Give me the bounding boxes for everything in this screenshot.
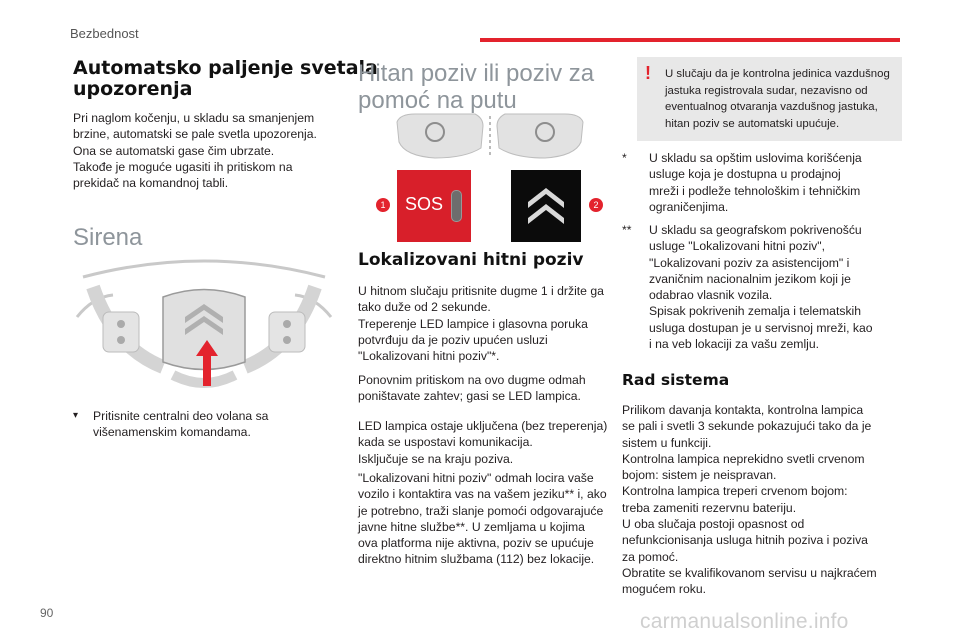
heading-line: Hitan poziv ili poziv za (358, 60, 595, 87)
footnote-mark: * (622, 151, 627, 165)
text-line: nefunkcionisanja usluga hitnih poziva i poziva (622, 533, 868, 548)
text-line: Pritisnite centralni deo volana sa (93, 409, 269, 423)
text-line: Takođe je moguće ugasiti ih pritiskom na (73, 159, 293, 174)
text-line: "Lokalizovani poziv za asistencijom" i (649, 255, 850, 270)
text-line: U skladu sa opštim uslovima korišćenja (649, 151, 862, 165)
text-line: zvaničnim nacionalnim jezikom koji je (649, 271, 851, 286)
text-line: usluge koja je dostupna u prodajnoj (649, 167, 841, 182)
section-header: Bezbednost (70, 26, 139, 41)
footnote-2 (622, 222, 902, 352)
text-line: ova platforma nije aktivna, poziv se upućuje (358, 536, 594, 551)
assistance-button[interactable] (511, 170, 581, 242)
text-line: Ponovnim pritiskom na ovo dugme odmah (358, 373, 586, 387)
callout-1: 1 (376, 198, 390, 212)
text-line: Prilikom davanja kontakta, kontrolna lampica (622, 403, 864, 417)
paragraph-led (358, 418, 607, 467)
callout-2: 2 (589, 198, 603, 212)
sos-button[interactable] (397, 170, 471, 242)
paragraph-press-button (358, 283, 604, 364)
paragraph-system-operation (622, 402, 877, 598)
text-line: sistem u funkciji. (622, 435, 712, 450)
text-line: potvrđuju da je poziv upućen usluzi (358, 332, 548, 347)
text-line: i na veb lokaciji za vašu zemlju. (649, 337, 820, 352)
text-line: eventualnog otvaranja vazdušnog jastuka, (665, 101, 878, 113)
bullet-triangle-icon: ▾ (73, 410, 79, 421)
text-line: Pri naglom kočenju, u skladu sa smanjenjem (73, 111, 315, 125)
warning-text (665, 66, 890, 132)
text-line: se pali i svetli 3 sekunde pokazujući tako da je (622, 419, 872, 434)
text-line: Treperenje LED lampice i glasovna poruka (358, 316, 588, 331)
paragraph-hazard-lights (73, 110, 317, 191)
heading-localized-emergency-call: Lokalizovani hitni poziv (358, 250, 584, 270)
heading-line: pomoć na putu (358, 87, 517, 114)
text-line: brzine, automatski se pale svetla upozorenja. (73, 127, 317, 142)
press-arrow-icon (196, 340, 218, 386)
text-line: Obratite se kvalifikovanom servisu u najkraćem (622, 565, 877, 580)
text-line: "Lokalizovani hitni poziv" odmah locira vaše (358, 471, 594, 485)
sos-label: SOS (405, 194, 444, 214)
text-line: mogućem roku. (622, 582, 706, 597)
bullet-press-center (73, 408, 268, 441)
text-line: odabrao vlasnik vozila. (649, 288, 773, 303)
heading-horn: Sirena (73, 224, 143, 251)
text-line: Isključuje se na kraju poziva. (358, 451, 514, 466)
heading-system-operation: Rad sistema (622, 371, 730, 389)
paragraph-location (358, 470, 607, 568)
brand-chevrons-icon (526, 184, 566, 228)
footnote-mark: ** (622, 223, 632, 237)
heading-automatic-hazard-lights (73, 58, 378, 100)
warning-icon: ! (645, 63, 651, 83)
text-line: direktno hitnim službama (112) bez lokacije. (358, 552, 595, 567)
text-line: usluge "Lokalizovani hitni poziv", (649, 239, 825, 254)
led-indicator (451, 190, 462, 222)
heading-line: upozorenja (73, 78, 193, 100)
text-line: je potrebno, traži slanje pomoći odgovarajuće (358, 503, 604, 518)
text-line: U skladu sa geografskom pokrivenošću (649, 223, 862, 237)
heading-line: Automatsko paljenje svetala (73, 57, 378, 79)
text-line: Ona se automatski gase čim ubrzate. (73, 143, 275, 158)
text-line: poništavate zahtev; gasi se LED lampica. (358, 389, 581, 404)
text-line: U hitnom slučaju pritisnite dugme 1 i držite ga (358, 284, 604, 298)
text-line: LED lampica ostaje uključena (bez treperenja) (358, 419, 608, 433)
ceiling-console-illustration (395, 112, 585, 160)
text-line: bojom: sistem je neispravan. (622, 468, 777, 483)
text-line: vozilo i kontaktira vas na vašem jeziku** i, ako (358, 487, 607, 502)
watermark: carmanualsonline.info (640, 610, 849, 633)
text-line: usluga dostupan je u servisnoj mreži, kao (649, 320, 873, 335)
text-line: tako duže od 2 sekunde. (358, 300, 491, 315)
text-line: ograničenjima. (649, 199, 729, 214)
text-line: Kontrolna lampica treperi crvenom bojom: (622, 484, 848, 499)
text-line: Kontrolna lampica neprekidno svetli crvenom (622, 451, 865, 466)
text-line: "Lokalizovani hitni poziv"*. (358, 349, 500, 364)
text-line: treba zameniti rezervnu bateriju. (622, 500, 797, 515)
text-line: višenamenskim komandama. (93, 425, 251, 440)
text-line: hitan poziv se automatski upućuje. (665, 117, 840, 130)
heading-emergency-call (358, 60, 594, 114)
page-number: 90 (40, 606, 54, 620)
text-line: U slučaju da je kontrolna jedinica vazdušnog (665, 68, 890, 80)
text-line: mreži i podleže tehnološkim i tehničkim (649, 183, 861, 198)
text-line: jastuka registrovala sudar, nezavisno od (665, 84, 868, 97)
text-line: U oba slučaja postoji opasnost od (622, 517, 805, 532)
text-line: kada se uspostavi komunikacija. (358, 435, 533, 450)
text-line: za pomoć. (622, 549, 679, 564)
text-line: prekidač na komandnoj tabli. (73, 176, 229, 191)
header-accent-bar (480, 38, 900, 42)
footnote-1 (622, 150, 902, 215)
paragraph-cancel (358, 372, 586, 405)
text-line: javne hitne službe**. U zemljama u kojima (358, 519, 585, 534)
text-line: Spisak pokrivenih zemalja i telematskih (649, 304, 862, 319)
